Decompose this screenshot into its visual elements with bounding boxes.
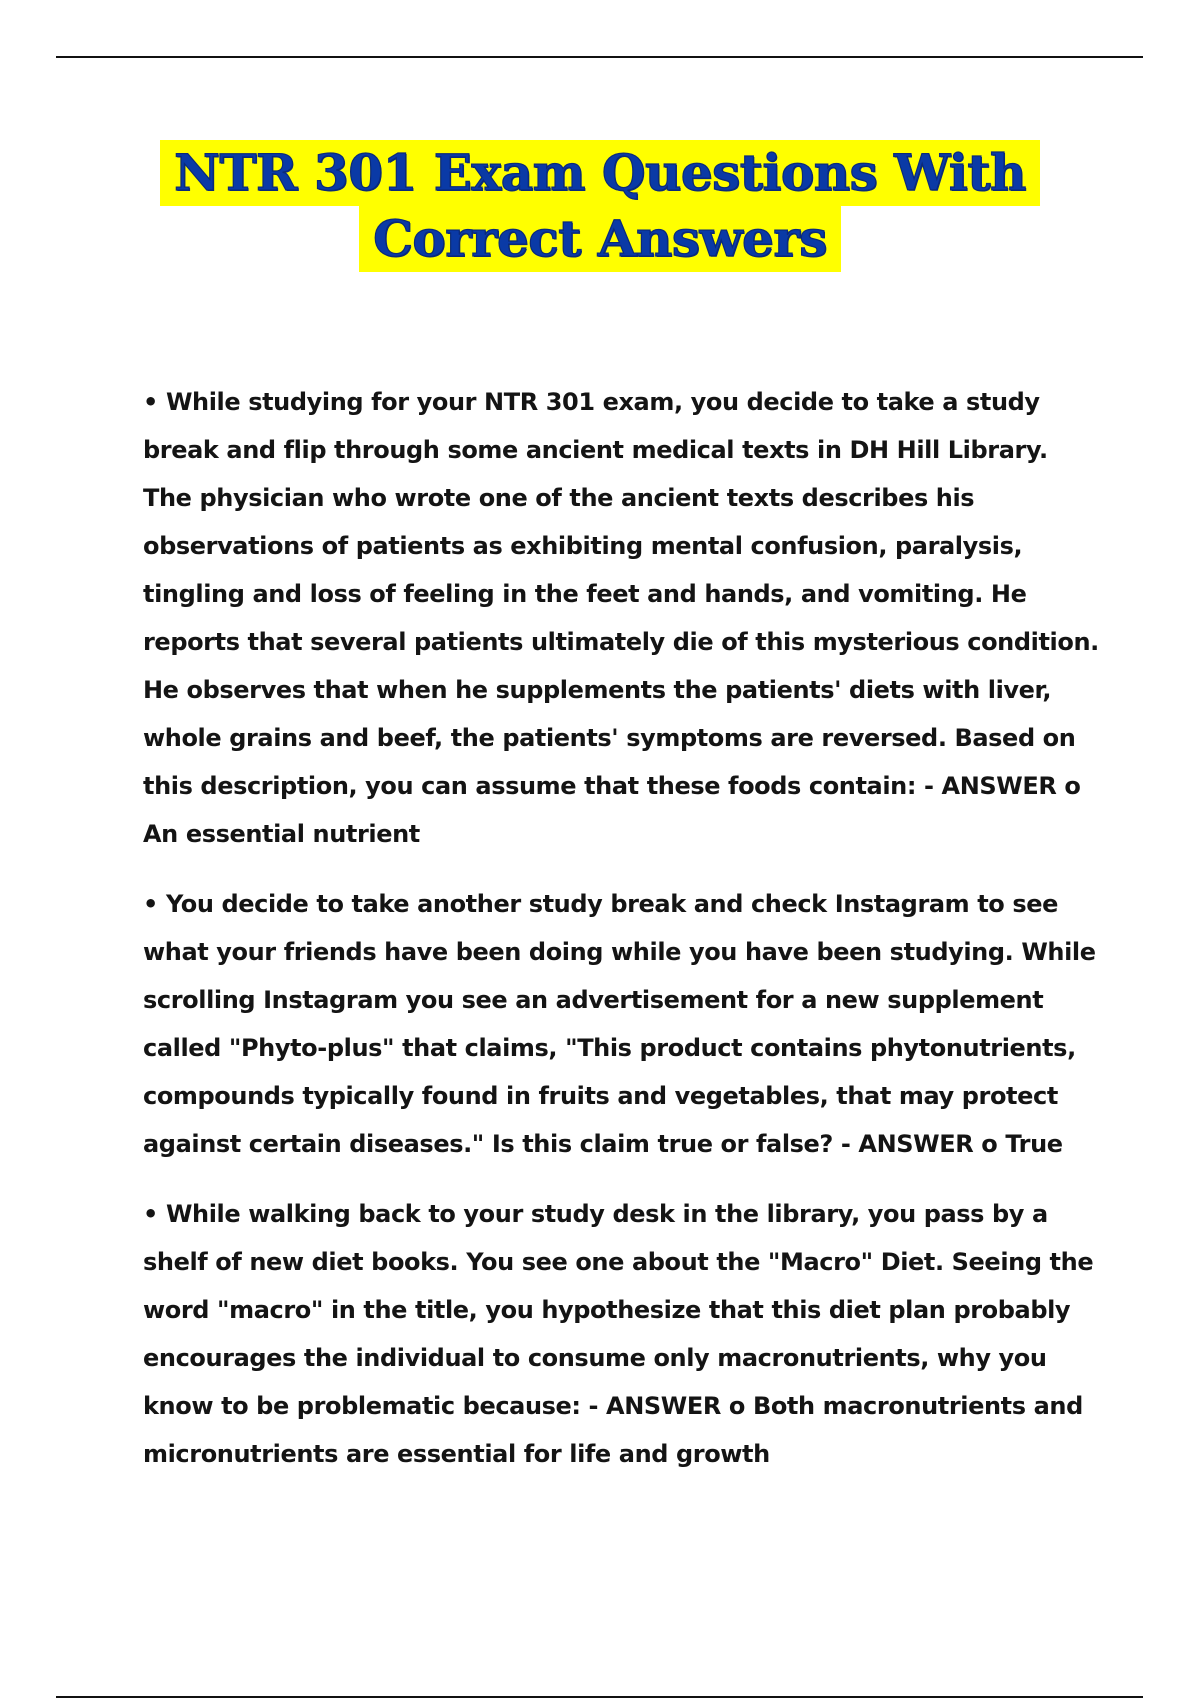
bullet-icon: •	[143, 1200, 158, 1228]
question-text: While walking back to your study desk in the library, you pass by a shelf of new diet books. You see one about the "Macro" Diet. Seeing the word "macro" in the title, you hypothesize that this diet plan probably encourages the individual to consume only macronutrients, why you know to be problematic because: - ANSWER o Both macronutrients and micronutrients are essential for life and growth	[143, 1200, 1094, 1468]
bullet-icon: •	[143, 388, 158, 416]
top-rule	[56, 56, 1143, 58]
question-item-3	[143, 1190, 1101, 1478]
document-title	[0, 140, 1200, 272]
bottom-rule	[56, 1696, 1143, 1698]
question-list	[143, 378, 1101, 1500]
question-text: While studying for your NTR 301 exam, you decide to take a study break and flip through some ancient medical texts in DH Hill Library. The physician who wrote one of the ancient texts describes his observations of patients as exhibiting mental confusion, paralysis, tingling and loss of feeling in the feet and hands, and vomiting. He reports that several patients ultimately die of this mysterious condition. He observes that when he supplements the patients' diets with liver, whole grains and beef, the patients' symptoms are reversed. Based on this description, you can assume that these foods contain: - ANSWER o An essential nutrient	[143, 388, 1099, 848]
title-line-1: NTR 301 Exam Questions With	[160, 140, 1040, 206]
title-line-2: Correct Answers	[359, 206, 841, 272]
question-item-2	[143, 880, 1101, 1168]
question-item-1	[143, 378, 1101, 858]
bullet-icon: •	[143, 890, 158, 918]
question-text: You decide to take another study break and check Instagram to see what your friends have been doing while you have been studying. While scrolling Instagram you see an advertisement for a new supplement called "Phyto-plus" that claims, "This product contains phytonutrients, compounds typically found in fruits and vegetables, that may protect against certain diseases." Is this claim true or false? - ANSWER o True	[143, 890, 1096, 1158]
